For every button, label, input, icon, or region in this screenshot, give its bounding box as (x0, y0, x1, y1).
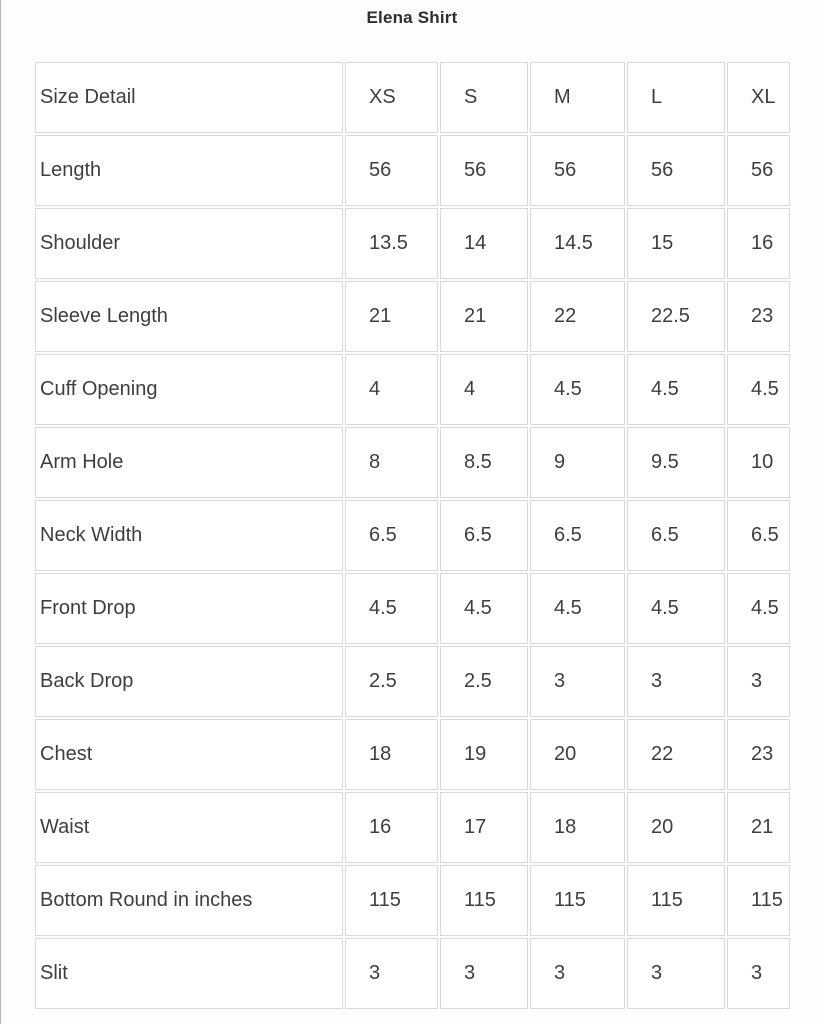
value-cell: 6.5 (530, 500, 625, 571)
page-title: Elena Shirt (366, 8, 458, 27)
row-label-cell: Chest (35, 719, 343, 790)
value-cell: 20 (530, 719, 625, 790)
table-row (35, 500, 790, 571)
row-label-cell: Sleeve Length (35, 281, 343, 352)
table-row (35, 573, 790, 644)
value-cell: 6.5 (727, 500, 790, 571)
value-cell: 115 (345, 865, 438, 936)
value-cell: 4 (440, 354, 528, 425)
header-cell-size: L (627, 62, 725, 133)
size-chart-table (33, 60, 792, 1011)
value-cell: 2.5 (345, 646, 438, 717)
row-label-cell: Cuff Opening (35, 354, 343, 425)
value-cell: 115 (727, 865, 790, 936)
value-cell: 3 (530, 646, 625, 717)
header-cell-size: XL (727, 62, 790, 133)
row-label-cell: Front Drop (35, 573, 343, 644)
value-cell: 56 (345, 135, 438, 206)
table-row (35, 792, 790, 863)
value-cell: 19 (440, 719, 528, 790)
table-row (35, 427, 790, 498)
value-cell: 9.5 (627, 427, 725, 498)
value-cell: 56 (627, 135, 725, 206)
value-cell: 4.5 (727, 573, 790, 644)
row-label-cell: Waist (35, 792, 343, 863)
value-cell: 22.5 (627, 281, 725, 352)
value-cell: 4.5 (530, 354, 625, 425)
value-cell: 16 (345, 792, 438, 863)
value-cell: 3 (727, 646, 790, 717)
value-cell: 4.5 (727, 354, 790, 425)
row-label-cell: Shoulder (35, 208, 343, 279)
value-cell: 4.5 (530, 573, 625, 644)
value-cell: 14.5 (530, 208, 625, 279)
window-left-edge-line (0, 0, 1, 1024)
value-cell: 6.5 (440, 500, 528, 571)
row-label-cell: Length (35, 135, 343, 206)
row-label-cell: Back Drop (35, 646, 343, 717)
row-label-cell: Bottom Round in inches (35, 865, 343, 936)
header-cell-size-detail: Size Detail (35, 62, 343, 133)
value-cell: 21 (440, 281, 528, 352)
value-cell: 2.5 (440, 646, 528, 717)
value-cell: 23 (727, 281, 790, 352)
value-cell: 14 (440, 208, 528, 279)
value-cell: 15 (627, 208, 725, 279)
table-row (35, 938, 790, 1009)
value-cell: 115 (530, 865, 625, 936)
value-cell: 4 (345, 354, 438, 425)
value-cell: 56 (440, 135, 528, 206)
value-cell: 115 (440, 865, 528, 936)
value-cell: 3 (627, 646, 725, 717)
table-row (35, 281, 790, 352)
table-row (35, 208, 790, 279)
value-cell: 3 (345, 938, 438, 1009)
value-cell: 20 (627, 792, 725, 863)
table-row (35, 354, 790, 425)
table-row (35, 719, 790, 790)
header-cell-size: XS (345, 62, 438, 133)
value-cell: 21 (345, 281, 438, 352)
value-cell: 115 (627, 865, 725, 936)
value-cell: 8.5 (440, 427, 528, 498)
value-cell: 9 (530, 427, 625, 498)
header-cell-size: S (440, 62, 528, 133)
row-label-cell: Arm Hole (35, 427, 343, 498)
value-cell: 4.5 (440, 573, 528, 644)
table-row (35, 646, 790, 717)
value-cell: 17 (440, 792, 528, 863)
value-cell: 3 (727, 938, 790, 1009)
value-cell: 21 (727, 792, 790, 863)
value-cell: 6.5 (627, 500, 725, 571)
value-cell: 10 (727, 427, 790, 498)
value-cell: 4.5 (627, 354, 725, 425)
value-cell: 22 (530, 281, 625, 352)
value-cell: 4.5 (345, 573, 438, 644)
value-cell: 18 (530, 792, 625, 863)
table-row (35, 865, 790, 936)
value-cell: 23 (727, 719, 790, 790)
row-label-cell: Slit (35, 938, 343, 1009)
value-cell: 8 (345, 427, 438, 498)
value-cell: 13.5 (345, 208, 438, 279)
value-cell: 3 (530, 938, 625, 1009)
value-cell: 22 (627, 719, 725, 790)
row-label-cell: Neck Width (35, 500, 343, 571)
header-cell-size: M (530, 62, 625, 133)
size-chart-container (33, 60, 792, 1011)
value-cell: 16 (727, 208, 790, 279)
value-cell: 56 (727, 135, 790, 206)
value-cell: 56 (530, 135, 625, 206)
table-row (35, 135, 790, 206)
value-cell: 3 (440, 938, 528, 1009)
value-cell: 4.5 (627, 573, 725, 644)
header-row (35, 62, 790, 133)
value-cell: 18 (345, 719, 438, 790)
value-cell: 6.5 (345, 500, 438, 571)
value-cell: 3 (627, 938, 725, 1009)
